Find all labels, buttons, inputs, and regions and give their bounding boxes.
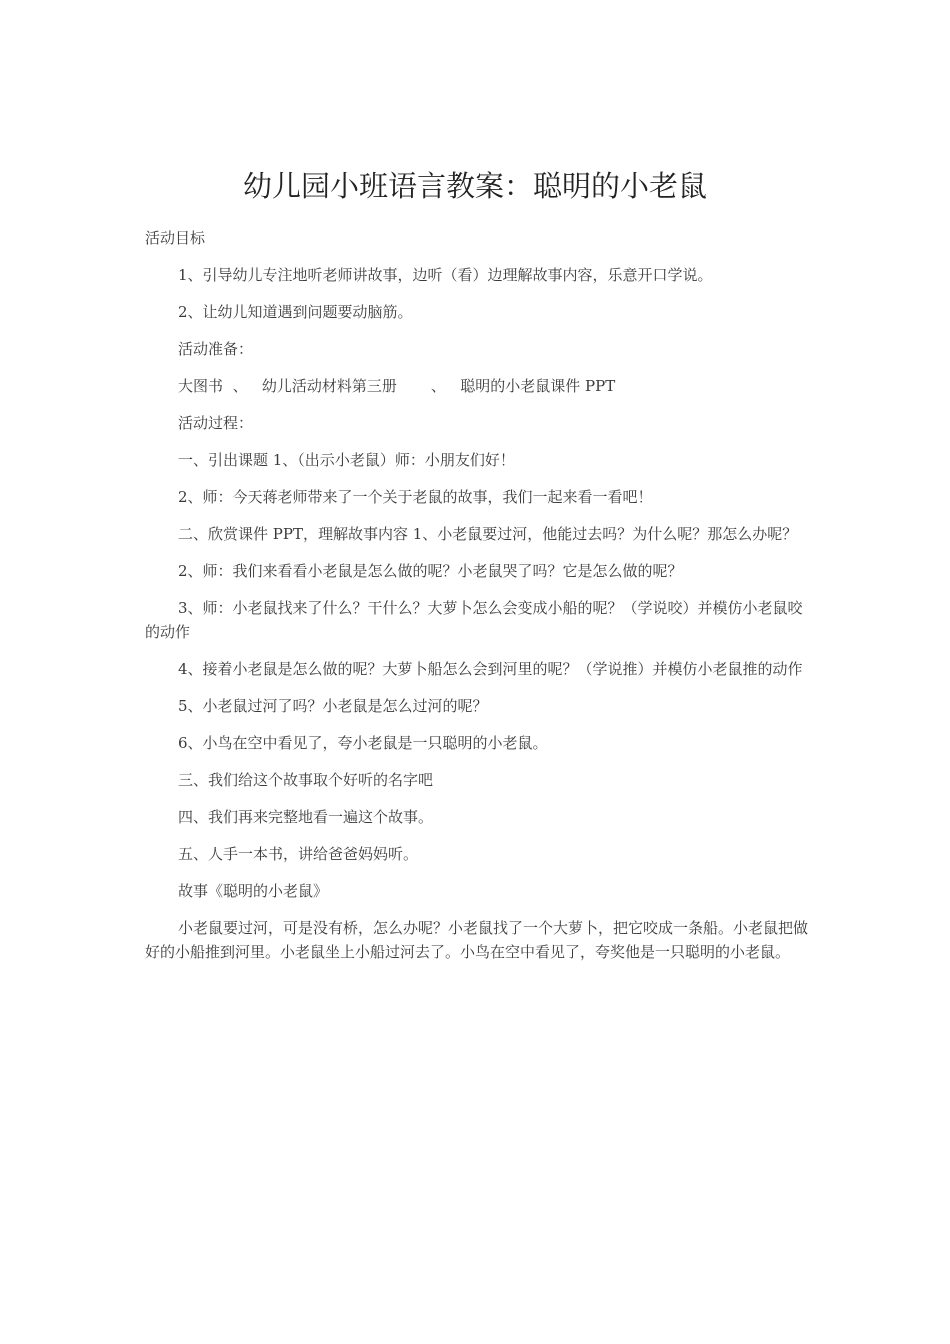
process-step: 一、引出课题 1、（出示小老鼠）师：小朋友们好！	[178, 451, 515, 469]
prep-item-materials: 幼儿活动材料第三册	[261, 377, 397, 395]
process-step: 2、师：我们来看看小老鼠是怎么做的呢？小老鼠哭了吗？它是怎么做的呢？	[178, 562, 683, 580]
preparation-heading: 活动准备：	[178, 340, 254, 358]
preparation-list	[145, 374, 810, 398]
process-step: 五、人手一本书，讲给爸爸妈妈听。	[178, 845, 419, 863]
goals-heading: 活动目标	[145, 229, 206, 247]
process-step: 2、师：今天蒋老师带来了一个关于老鼠的故事，我们一起来看一看吧！	[178, 488, 653, 506]
process-step: 6、小鸟在空中看见了，夸小老鼠是一只聪明的小老鼠。	[178, 734, 548, 752]
process-step: 4、接着小老鼠是怎么做的呢？大萝卜船怎么会到河里的呢？（学说推）并模仿小老鼠推的动作	[178, 660, 803, 678]
prep-separator: 、	[232, 377, 248, 395]
process-step: 5、小老鼠过河了吗？小老鼠是怎么过河的呢？	[178, 697, 488, 715]
story-text: 小老鼠要过河，可是没有桥，怎么办呢？小老鼠找了一个大萝卜，把它咬成一条船。小老鼠把做好的小船推到河里。小老鼠坐上小船过河去了。小鸟在空中看见了，夸奖他是一只聪明的小老鼠。	[145, 919, 809, 961]
goal-item-2: 2、让幼儿知道遇到问题要动脑筋。	[178, 303, 413, 321]
prep-item-courseware: 聪明的小老鼠课件 PPT	[460, 377, 616, 395]
prep-item-big-book: 大图书	[178, 377, 224, 395]
prep-separator: 、	[430, 377, 446, 395]
process-step: 三、我们给这个故事取个好听的名字吧	[178, 771, 434, 789]
process-step: 3、师：小老鼠找来了什么？干什么？大萝卜怎么会变成小船的呢？（学说咬）并模仿小老鼠咬的动作	[145, 599, 803, 641]
process-heading: 活动过程：	[178, 414, 254, 432]
process-step: 二、欣赏课件 PPT，理解故事内容 1、小老鼠要过河，他能过去吗？为什么呢？那怎么办呢？	[178, 525, 798, 543]
document-title: 幼儿园小班语言教案：聪明的小老鼠	[242, 169, 707, 203]
goal-item-1: 1、引导幼儿专注地听老师讲故事，边听（看）边理解故事内容，乐意开口学说。	[178, 266, 713, 284]
process-step: 四、我们再来完整地看一遍这个故事。	[178, 808, 434, 826]
document-body	[145, 226, 810, 977]
story-title: 故事《聪明的小老鼠》	[178, 882, 329, 900]
